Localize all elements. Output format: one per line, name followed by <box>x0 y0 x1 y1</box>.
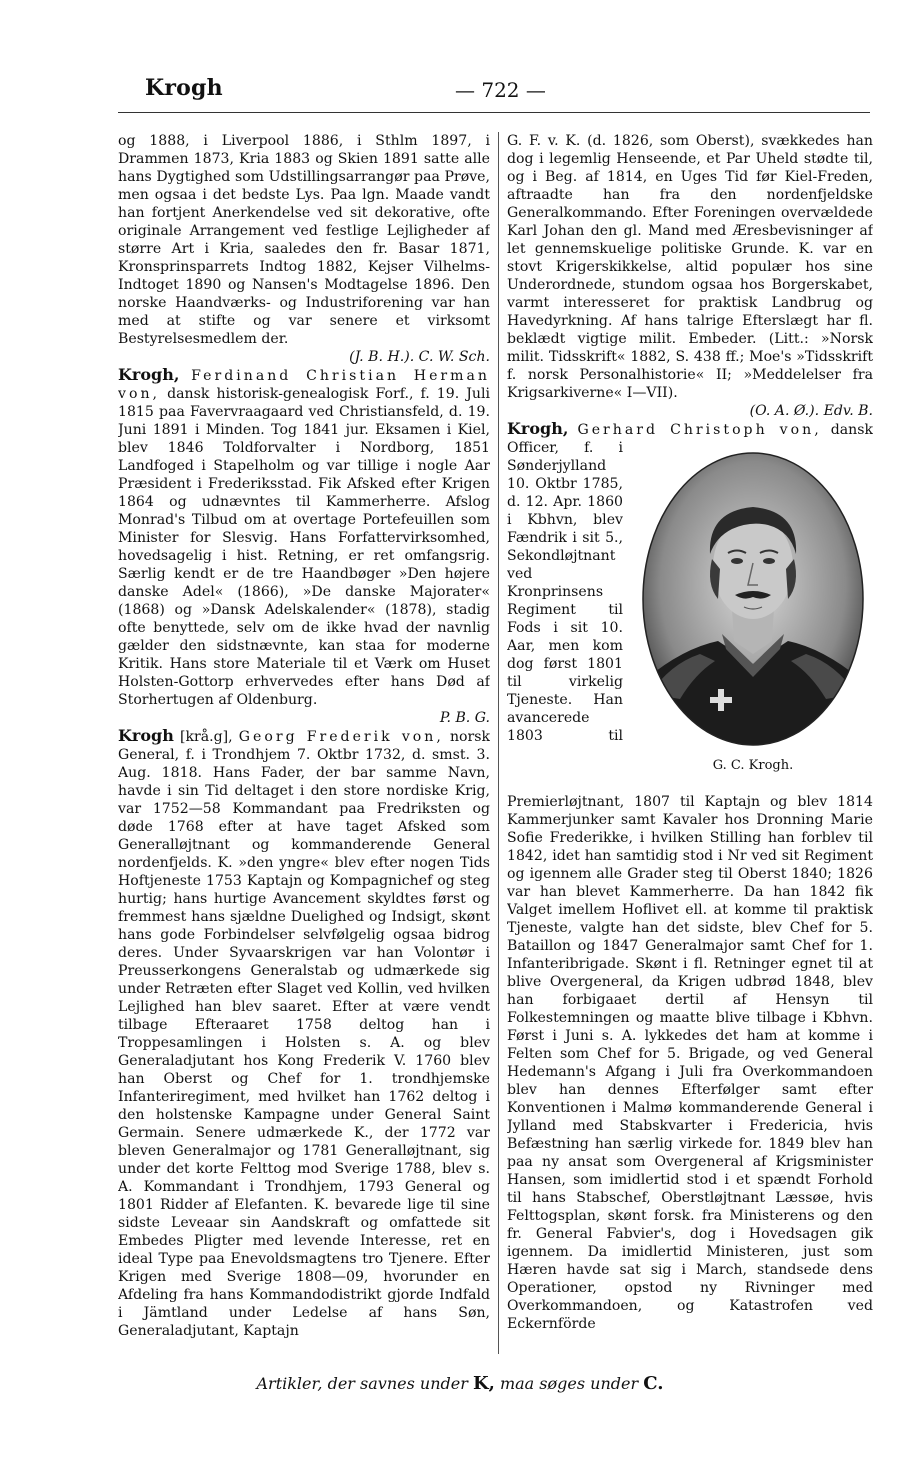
entry-name: Georg Frederik von, <box>238 729 444 745</box>
entry-gerhard <box>507 420 873 1333</box>
entry-text: dansk Officer, f. i Sønderjylland 10. Oktbr 1785, d. 12. Apr. 1860 i Kbhvn, blev Fændrik i sit 5., Sekondløjtnant ved Kronprinsens Regiment til Fods i sit 10. Aar, men kom dog først 1801 til virkelig Tjeneste. Han avancerede 1803 til Premierløjtnant, 1807 til Kaptajn og blev 1814 Kammerjunker samt Kavaler hos Dronning Marie Sofie Frederikke, i hvilken Stilling han forblev til 1842, idet han samtidig stod i Nr ved sit Regiment og igennem alle Grader steg til Oberst 1840; 1826 var han blevet Kammerherre. Da han 1842 fik Valget imellem Hoflivet ell. at komme til praktisk Tjeneste, valgte han det sidste, blev Chef for 5. Bataillon og 1847 Generalmajor samt Chef for 1. Infanteribrigade. Skønt i fl. Retninger egnet til at blive Overgeneral, da Krigen udbrød 1848, blev han forbigaaet dertil af Hensyn til Folkestemningen og maatte blive tilbage i Kbhvn. Først i Juni s. A. lykkedes det ham at komme i Felten som Chef for 5. Brigade, og ved General Hedemann's Afgang i Juli fra Overkommandoen blev han dennes Efterfølger samt efter Konventionen i Malmø kommanderende General i Jylland med Stabskvarter i Fredericia, hvis Befæstning han særlig virkede for. 1849 blev han paa ny ansat som Overgeneral af Krigsminister Hansen, som imidlertid stod i et spændt Forhold til hans Stabschef, Oberstløjtnant Læssøe, hvis Felttogsplan, skønt forsk. fra Ministerens og den fr. General Fabvier's, dog i Hovedsagen gik igennem. Da imidlertid Ministeren, just som Hæren havde sat sig i March, standsede dens Operationer, opstod ny Rivninger med Overkommandoen, og Katastrofen ved Eckernförde <box>507 422 873 1332</box>
portrait-figure <box>633 449 873 789</box>
author-signature: (O. A. Ø.). Edv. B. <box>749 403 873 419</box>
portrait-caption: G. C. Krogh. <box>712 758 794 773</box>
entry-headword: Krogh, <box>507 419 569 438</box>
entry-ferdinand <box>118 366 490 727</box>
entry-name: Gerhard Christoph von, <box>577 422 822 438</box>
portrait-image <box>640 449 866 749</box>
footer-letter-k: K, <box>472 1373 495 1394</box>
paragraph <box>507 132 873 420</box>
entry-headword: Krogh, <box>118 365 180 384</box>
left-column <box>118 132 490 1354</box>
running-title: Krogh <box>145 75 223 101</box>
paragraph-text: G. F. v. K. (d. 1826, som Oberst), svækkedes han dog i legemlig Henseende, et Par Uheld stødte til, og i Beg. af 1814, en Uges Tid før Kiel-Freden, aftraadte han fra den nordenfjeldske Generalkommando. Efter Foreningen overvældede Karl Johan den gl. Mand med Æresbevisninger af let gennemskuelige politiske Grunde. K. var en stovt Krigerskikkelse, altid populær hos sine Underordnede, stundom ogsaa hos Borgerskabet, varmt interesseret for praktisk Landbrug og Havedyrkning. Af hans talrige Efterslægt har fl. beklædt vigtige milit. Embeder. (Litt.: »Norsk milit. Tidsskrift« 1882, S. 438 ff.; Moe's »Tidsskrift f. norsk Personalhistorie« II; »Meddelelser fra Krigsarkiverne« I—VII). <box>507 133 873 401</box>
author-signature: P. B. G. <box>439 710 490 726</box>
entry-georg <box>118 727 490 1340</box>
entry-text: dansk historisk-genealogisk Forf., f. 19. Juli 1815 paa Favervraagaard ved Christiansfeld, d. 19. Juni 1891 i Minden. Tog 1841 jur. Eksamen i Kiel, blev 1846 Toldforvalter i Nordborg, 1851 Landfoged i Stapelholm og var tillige i nogle Aar Præsident i Frederiksstad. Fik Afsked efter Krigen 1864 og udnævntes til Kammerherre. Afslog Monrad's Tilbud om at overtage Portefeuillen som Minister for Slesvig. Hans Forfattervirksomhed, hovedsagelig i hist. Retning, er ret omfangsrig. Særlig kendt er de tre Haandbøger »Den højere danske Adel« (1866), »De danske Majorater« (1868) og »Dansk Adelskalender« (1878), stadig ofte benyttede, selv om de ikke hvad der navnlig gælder den sidstnævnte, kan staa for moderne Kritik. Hans store Materiale til et Værk om Huset Holsten-Gottorp erhvervedes efter hans Død af Storhertugen af Oldenburg. <box>118 386 490 708</box>
footer-letter-c: C. <box>643 1373 664 1394</box>
page-number: — 722 — <box>455 78 546 102</box>
entry-headword: Krogh <box>118 726 174 745</box>
paragraph-text: og 1888, i Liverpool 1886, i Sthlm 1897, i Drammen 1873, Kria 1883 og Skien 1891 satte alle hans Dygtighed som Udstillingsarrangør paa Prøve, men ogsaa i det bedste Lys. Paa lgn. Maade vandt han fortjent Anerkendelse ved sit dekorative, ofte originale Arrangement ved festlige Lejligheder af større Art i Kria, saaledes den fr. Basar 1871, Kronsprinsparrets Indtog 1882, Kejser Vilhelms-Indtoget 1890 og Nansen's Modtagelse 1896. Den norske Haandværks- og Industriforening var han med at stifte og var senere et virksomt Bestyrelsesmedlem der. <box>118 133 490 347</box>
footer-text: Artikler, der savnes under <box>256 1374 468 1393</box>
paragraph <box>118 132 490 366</box>
author-signature: (J. B. H.). C. W. Sch. <box>349 349 490 365</box>
column-divider <box>498 132 499 1354</box>
footer-text: maa søges under <box>499 1374 639 1393</box>
entry-text: norsk General, f. i Trondhjem 7. Oktbr 1732, d. smst. 3. Aug. 1818. Hans Fader, der bar samme Navn, havde i sin Tid deltaget i den store nordiske Krig, var 1752—58 Kommandant paa Fredriksten og døde 1768 efter at have taget Afsked som Generalløjtnant og kommanderende General nordenfjelds. K. »den yngre« blev efter nogen Tids Hoftjeneste 1753 Kaptajn og Kompagnichef og steg hurtig; hans hurtige Avancement skyldtes først og fremmest hans sjældne Duelighed og Indsigt, skønt hans gode Forbindelser selvfølgelig ogsaa bidrog deres. Under Syvaarskrigen var han Volontør i Preusserkongens Generalstab og udmærkede sig under Retræten efter Slaget ved Kollin, ved hvilken Lejlighed han blev saaret. Efter at være vendt tilbage Efteraaret 1758 deltog han i Troppesamlingen i Holsten s. A. og blev Generaladjutant hos Kong Frederik V. 1760 blev han Oberst og Chef for 1. trondhjemske Infanteriregiment, med hvilket han 1762 deltog i den holstenske Kampagne under General Saint Germain. Senere udmærkede K., der 1772 var bleven Generalmajor og 1781 Generalløjtnant, sig under det korte Felttog mod Sverige 1788, blev s. A. Kommandant i Trondhjem, 1793 General og 1801 Ridder af Elefanten. K. bevarede lige til sine sidste Leveaar sin Aandskraft og omfattede sit Embedes Pligter med levende Interesse, ret en ideal Type paa Enevoldsmagtens tro Tjenere. Efter Krigen med Sverige 1808—09, hvorunder en Afdeling fra hans Kommandodistrikt gjorde Indfald i Jämtland under Ledelse af hans Søn, Generaladjutant, Kaptajn <box>118 729 490 1339</box>
entry-name: Ferdinand Christian Herman von, <box>118 368 490 402</box>
footer-note <box>0 1373 920 1394</box>
entry-pronunciation: [krå.g], <box>179 729 233 745</box>
right-column <box>507 132 873 1354</box>
header-rule <box>118 112 870 113</box>
